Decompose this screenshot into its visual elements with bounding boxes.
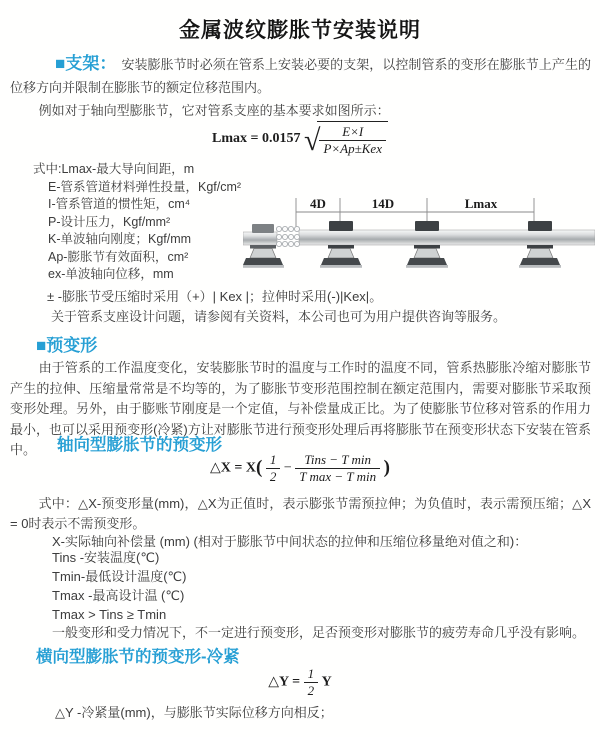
formula-delta-x [0,452,600,484]
pipe-support-diagram [243,192,595,292]
subsection-axial-header: 轴向型膨胀节的预变形 [57,436,222,454]
def-line-k: K-单波轴向刚度；Kgf/mm [48,232,192,246]
predeform-paragraph: 由于管系的工作温度变化，安装膨胀节时的温度与工作时的温度不同，管系热膨胀冷缩对膨胀节产生的拉伸、压缩量常常是不均等的，为了膨胀节变形范围控制在额定范围内，需要对膨胀节采取预变形处理。另外，由于膨账节刚度是一个定值，与补偿量成正比。为了使膨胀节位移对管系的作用力最小，也可以采用预变形(冷紧)方让对膨胀节进行预变形处理后再将膨胀节在预变形状态下安装在管系中。 [10,360,591,457]
formula-dx-open-paren: ( [255,457,263,479]
def-line-ap: Ap-膨胀节有效面积，cm² [48,249,189,264]
support-paragraph [10,52,591,99]
page-title: 金属波纹膨胀节安装说明 [179,19,421,42]
dim-label-14d: 14D [371,196,395,211]
sign-convention-note: ± -膨胀节受压缩时采用（+）| Kex |；拉伸时采用(-)|Kex|。 [47,289,383,304]
axial-x-definition: X-实际轴向补偿量 (mm) (相对于膨胀节中间状态的拉伸和压缩位移量绝对值之和)： [52,534,528,549]
formula-dx-close-paren: ) [383,457,390,479]
formula-dx-lhs: △X = X [210,460,256,476]
subsection-lateral-header: 横向型膨胀节的预变形-冷紧 [36,648,240,666]
axial-explain-text: 式中：△X-预变形量(mm)，△X为正值时，表示膨张节需预拉伸；为负值时，表示需预压缩；△X = 0时表示不需预变形。 [10,496,591,531]
lateral-y-definition: △Y -冷紧量(mm)，与膨胀节实际位移方向相反； [55,705,333,720]
temp-line-tins: Tins -安装温度(℃) [52,550,160,565]
formula-dx-temp-fraction: $\frac{\text{Tins − T min}}{\text{T max − T min}}$ [295,452,380,484]
formula-lmax-denominator: P×Ap±Kex [319,140,386,157]
support-intro-text: 安装膨胀节时必须在管系上安装必要的支架，以控制管系的变形在膨胀节上产生的位移方向并限制在膨胀节的额定位移范围内。 [10,57,591,95]
consult-note: 关于管系支座设计问题，请参阅有关资料，本公司也可为用户提供咨询等服务。 [51,309,507,324]
formula-lmax-root [317,121,388,156]
support-example-text: 例如对于轴向型膨胀节，它对管系支座的基本要求如图所示： [38,103,390,118]
expansion-joint-bellows [276,226,299,246]
dim-label-lmax: Lmax [464,196,498,211]
temp-line-relation: Tmax > Tins ≥ Tmin [52,607,167,622]
formula-dx-half: $\frac{1}{2}$ [266,452,281,484]
formula-delta-y [0,666,600,698]
formula-dx-minus: − [283,460,292,476]
def-line-p: P-设计压力，Kgf/mm² [48,214,171,229]
section-support-header: ■支架： [55,54,117,73]
temp-line-tmax: Tmax -最高设计温 (℃) [52,588,185,603]
temperature-definitions-list [52,548,452,624]
sqrt-radical-icon: √ [304,123,321,157]
def-line-lmax: 式中:Lmax-最大导向间距，m [33,162,195,176]
def-line-ex: ex-单波轴向位移，mm [48,267,174,281]
formula-dy-half: $\frac{1}{2}$ [304,666,319,698]
axial-note-text: 一般变形和受力情况下，不一定进行预变形，足否预变形对膨胀节的疲劳寿命几乎没有影响。 [52,625,586,640]
def-line-e: E-管系管道材料弹性投量，Kgf/cm² [48,179,242,194]
formula-lmax [0,121,600,156]
formula-dy-lhs: △Y = [268,674,301,690]
formula-lmax-lhs: Lmax = 0.0157 [212,130,301,146]
formula-lmax-numerator: E×I [342,124,364,139]
formula-dy-rhs: Y [321,674,332,690]
section-predeform-header: ■预变形 [36,336,98,355]
dim-label-4d: 4D [310,196,326,211]
temp-line-tmin: Tmin-最低设计温度(℃) [52,569,187,584]
def-line-i: I-管系管道的惯性矩，cm⁴ [48,197,191,211]
